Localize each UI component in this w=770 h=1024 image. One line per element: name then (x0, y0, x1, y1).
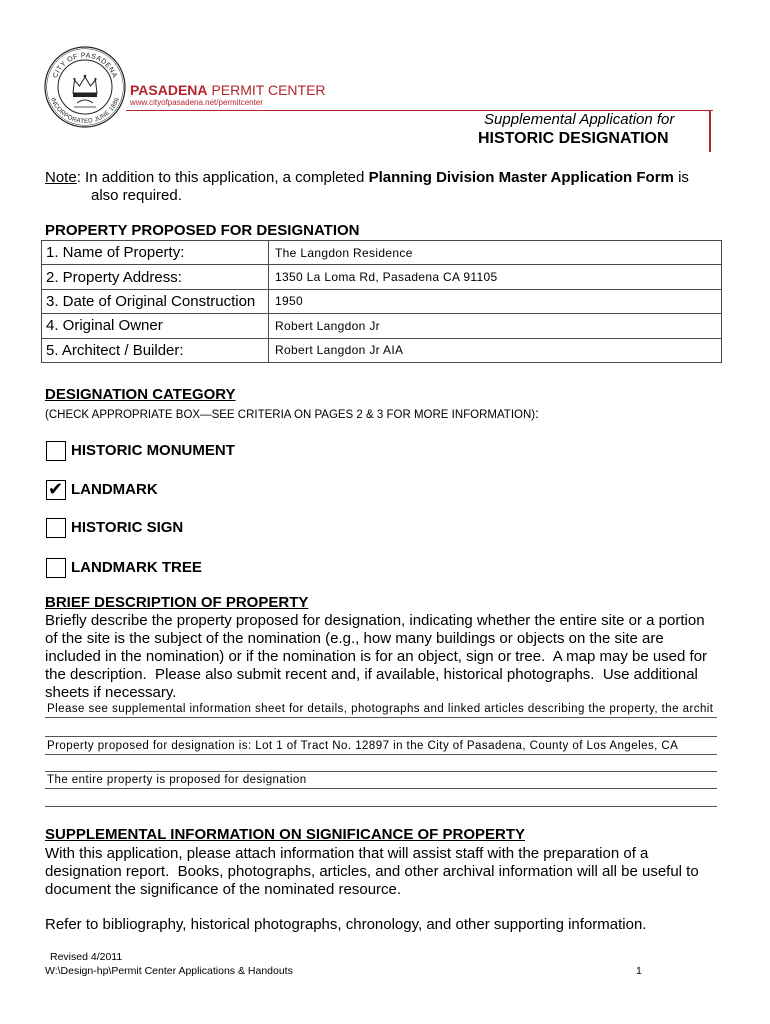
designation-category-heading: DESIGNATION CATEGORY (45, 386, 236, 403)
table-row (42, 338, 722, 362)
note-line-2: also required. (91, 187, 182, 204)
construction-date-field[interactable]: 1950 (269, 289, 722, 313)
note-label: Note (45, 169, 77, 186)
note-line (45, 169, 689, 187)
seal-bottom-text: INCORPORATED JUNE 1886 (48, 96, 122, 126)
construction-date-label: 3. Date of Original Construction (42, 289, 269, 313)
historic-monument-checkbox[interactable] (46, 441, 66, 461)
table-row (42, 265, 722, 289)
option-landmark-tree[interactable] (45, 558, 365, 578)
note-text: : In addition to this application, a completed (76, 169, 365, 186)
description-field-line-3[interactable]: Property proposed for designation is: Lot 1 of Tract No. 12897 in the City of Pasadena, County of Los Angeles, CA (45, 738, 717, 755)
table-row (42, 241, 722, 265)
description-field-line-2[interactable] (45, 720, 717, 737)
table-row (42, 314, 722, 338)
property-address-label: 2. Property Address: (42, 265, 269, 289)
brief-description-instruction-line: the description. Please also submit recent and, if available, historical photographs. Use additional (45, 666, 698, 683)
architect-builder-label: 5. Architect / Builder: (42, 338, 269, 362)
option-landmark[interactable] (45, 480, 365, 500)
property-table (41, 240, 722, 363)
permit-center-url-link[interactable]: www.cityofpasadena.net/permitcenter (130, 98, 263, 107)
designation-instruction-colon: : (535, 405, 539, 421)
description-field-line-6[interactable] (45, 790, 717, 807)
checkmark-icon (48, 480, 63, 500)
architect-builder-field[interactable]: Robert Langdon Jr AIA (269, 338, 722, 362)
master-application-form-name: Planning Division Master Application Form (368, 169, 674, 186)
historic-sign-checkbox[interactable] (46, 518, 66, 538)
option-historic-sign[interactable] (45, 518, 365, 538)
landmark-checkbox[interactable] (46, 480, 66, 500)
supplemental-info-heading: SUPPLEMENTAL INFORMATION ON SIGNIFICANCE OF PROPERTY (45, 826, 526, 843)
supplemental-info-line: designation report. Books, photographs, articles, and other archival information will all be useful to (45, 863, 699, 880)
property-address-field[interactable]: 1350 La Loma Rd, Pasadena CA 91105 (269, 265, 722, 289)
title-accent-bar (709, 110, 711, 152)
permit-center-name (130, 82, 326, 98)
name-of-property-field[interactable]: The Langdon Residence (269, 241, 722, 265)
form-title: HISTORIC DESIGNATION (478, 130, 669, 147)
designation-instruction (45, 405, 539, 423)
city-seal-logo (44, 46, 126, 128)
landmark-label: LANDMARK (71, 481, 158, 498)
name-of-property-label: 1. Name of Property: (42, 241, 269, 265)
revision-date: Revised 4/2011 (50, 951, 123, 963)
form-subtitle: Supplemental Application for (484, 111, 675, 128)
supplemental-info-line: With this application, please attach information that will assist staff with the preparation of a (45, 845, 649, 862)
brief-description-instruction-line: Briefly describe the property proposed for designation, indicating whether the entire site or a portion (45, 612, 705, 629)
original-owner-label: 4. Original Owner (42, 314, 269, 338)
brief-description-instruction-line: of the site is the subject of the nomination (e.g., how many buildings or objects on the site are (45, 630, 664, 647)
brief-description-heading: BRIEF DESCRIPTION OF PROPERTY (45, 594, 309, 611)
seal-top-text: CITY OF PASADENA (52, 52, 118, 80)
original-owner-field[interactable]: Robert Langdon Jr (269, 314, 722, 338)
note-text-end: is (678, 169, 689, 186)
option-historic-monument[interactable] (45, 441, 365, 461)
landmark-tree-label: LANDMARK TREE (71, 559, 202, 576)
file-path: W:\Design-hp\Permit Center Applications & Handouts (45, 965, 293, 977)
org-name-bold: PASADENA (130, 82, 208, 98)
org-name-rest: PERMIT CENTER (211, 82, 326, 98)
property-section-heading: PROPERTY PROPOSED FOR DESIGNATION (45, 222, 360, 239)
brief-description-instruction-line: included in the nomination) or if the nomination is for an object, sign or tree. A map may be used for (45, 648, 708, 665)
landmark-tree-checkbox[interactable] (46, 558, 66, 578)
designation-instruction-text: (CHECK APPROPRIATE BOX—SEE CRITERIA ON PAGES 2 & 3 FOR MORE INFORMATION) (45, 409, 536, 421)
supporting-info-note: Refer to bibliography, historical photographs, chronology, and other supporting information. (45, 916, 647, 933)
table-row (42, 289, 722, 313)
historic-sign-label: HISTORIC SIGN (71, 519, 184, 536)
description-field-line-4[interactable] (45, 755, 717, 772)
supplemental-info-line: document the significance of the nominated resource. (45, 881, 402, 898)
description-field-line-1[interactable]: Please see supplemental information sheet for details, photographs and linked articles describing the property, the archit (45, 701, 717, 718)
description-field-line-5[interactable]: The entire property is proposed for designation (45, 772, 717, 789)
brief-description-instruction-line: sheets if necessary. (45, 684, 177, 701)
page-number: 1 (636, 965, 642, 977)
historic-monument-label: HISTORIC MONUMENT (71, 442, 235, 459)
